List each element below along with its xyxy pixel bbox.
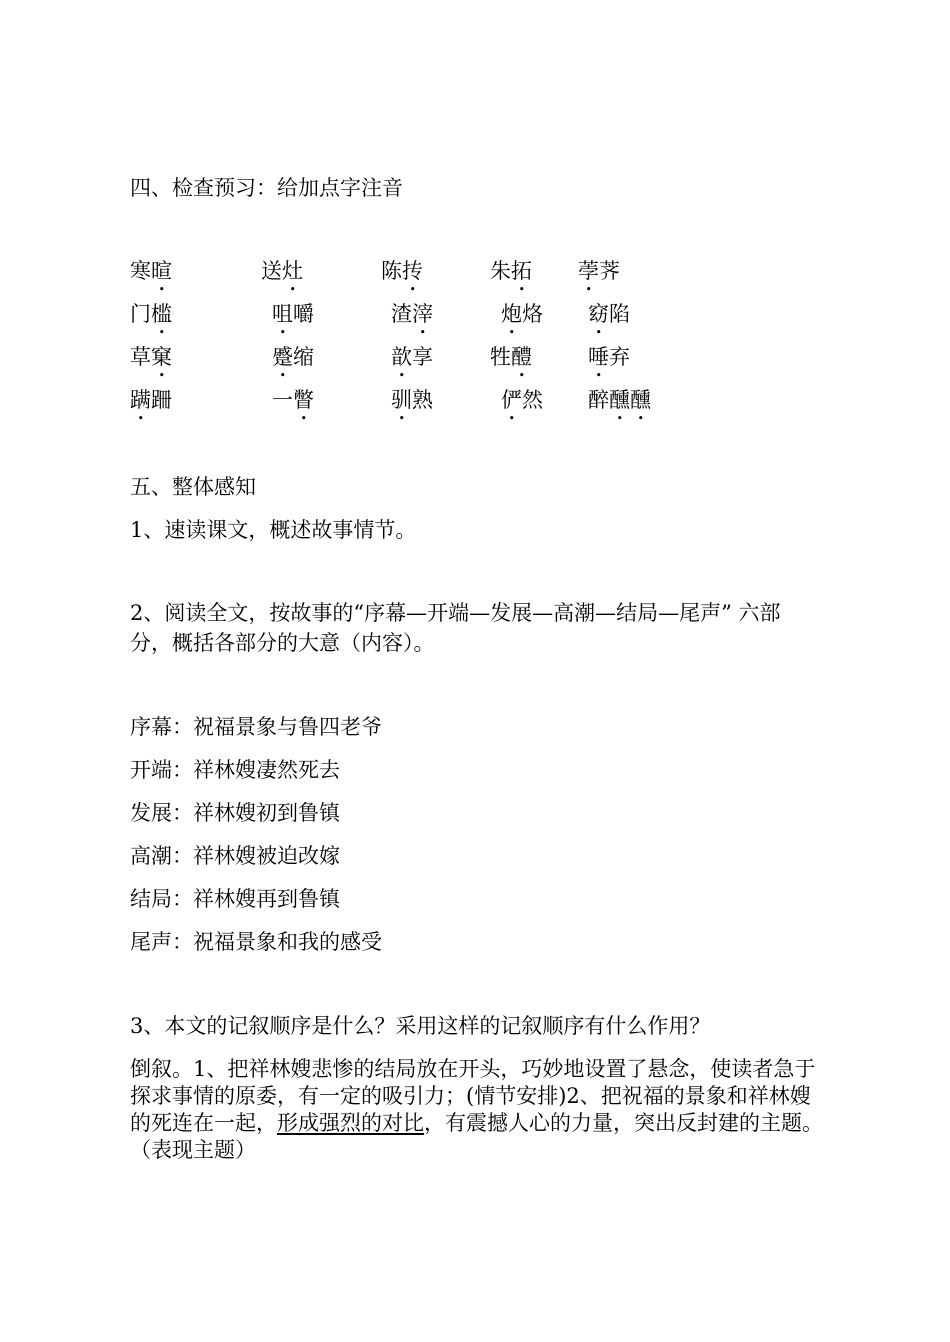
list-item: 发展：祥林嫂初到鲁镇 <box>130 801 340 825</box>
vocab-item: 驯熟 <box>391 388 433 412</box>
list-item: 尾声：祝福景象和我的感受 <box>130 930 382 954</box>
answer-text: ，有震撼人心的力量，突出反封建的主题。（表现主题） <box>130 1111 823 1162</box>
question-1: 1、速读课文，概述故事情节。 <box>130 518 417 542</box>
question-2-line-2: 分，概括各部分的大意（内容）。 <box>130 631 435 655</box>
list-item: 结局：祥林嫂再到鲁镇 <box>130 887 340 911</box>
vocab-item: 送灶 <box>261 259 303 283</box>
vocab-item: 俨然 <box>501 388 543 412</box>
section-5-heading: 五、整体感知 <box>130 475 256 499</box>
vocab-item: 歆享 <box>391 345 433 369</box>
vocab-item: 窈陷 <box>588 302 630 326</box>
vocab-item: 蹒跚 <box>130 388 172 412</box>
question-3: 3、本文的记叙顺序是什么？采用这样的记叙顺序有什么作用？ <box>130 1014 711 1038</box>
vocab-item: 咀嚼 <box>272 302 314 326</box>
list-item: 序幕：祝福景象与鲁四老爷 <box>130 715 382 739</box>
vocab-item: 醉醺醺 <box>588 388 651 412</box>
question-2-line-1: 2、阅读全文，按故事的“序幕—开端—发展—高潮—结局—尾声” 六部 <box>130 601 781 625</box>
answer-underlined-text: 形成强烈的对比 <box>277 1111 424 1135</box>
vocab-item: 唾弃 <box>588 345 630 369</box>
vocab-item: 炮烙 <box>501 302 543 326</box>
vocab-item: 朱拓 <box>490 259 532 283</box>
vocab-item: 蹙缩 <box>272 345 314 369</box>
vocab-item: 陈抟 <box>381 259 423 283</box>
vocab-item: 荸荠 <box>578 259 620 283</box>
vocab-item: 牲醴 <box>490 345 532 369</box>
vocab-item: 草窠 <box>130 345 172 369</box>
section-4-heading: 四、检查预习：给加点字注音 <box>130 176 403 200</box>
answer-text: 倒叙。1、把祥林嫂悲惨的结局放在开头，巧妙地设置了悬念，使读者急于探求事情的原委，有一定的吸引力；(情节安排)2、把祝福的景象和祥林嫂的死连在一起， <box>130 1057 816 1135</box>
vocab-item: 寒暄 <box>130 259 172 283</box>
question-3-answer <box>130 1056 830 1164</box>
list-item: 高潮：祥林嫂被迫改嫁 <box>130 844 340 868</box>
vocab-item: 门槛 <box>130 302 172 326</box>
vocab-item: 渣滓 <box>391 302 433 326</box>
list-item: 开端：祥林嫂凄然死去 <box>130 758 340 782</box>
vocab-item: 一瞥 <box>272 388 314 412</box>
